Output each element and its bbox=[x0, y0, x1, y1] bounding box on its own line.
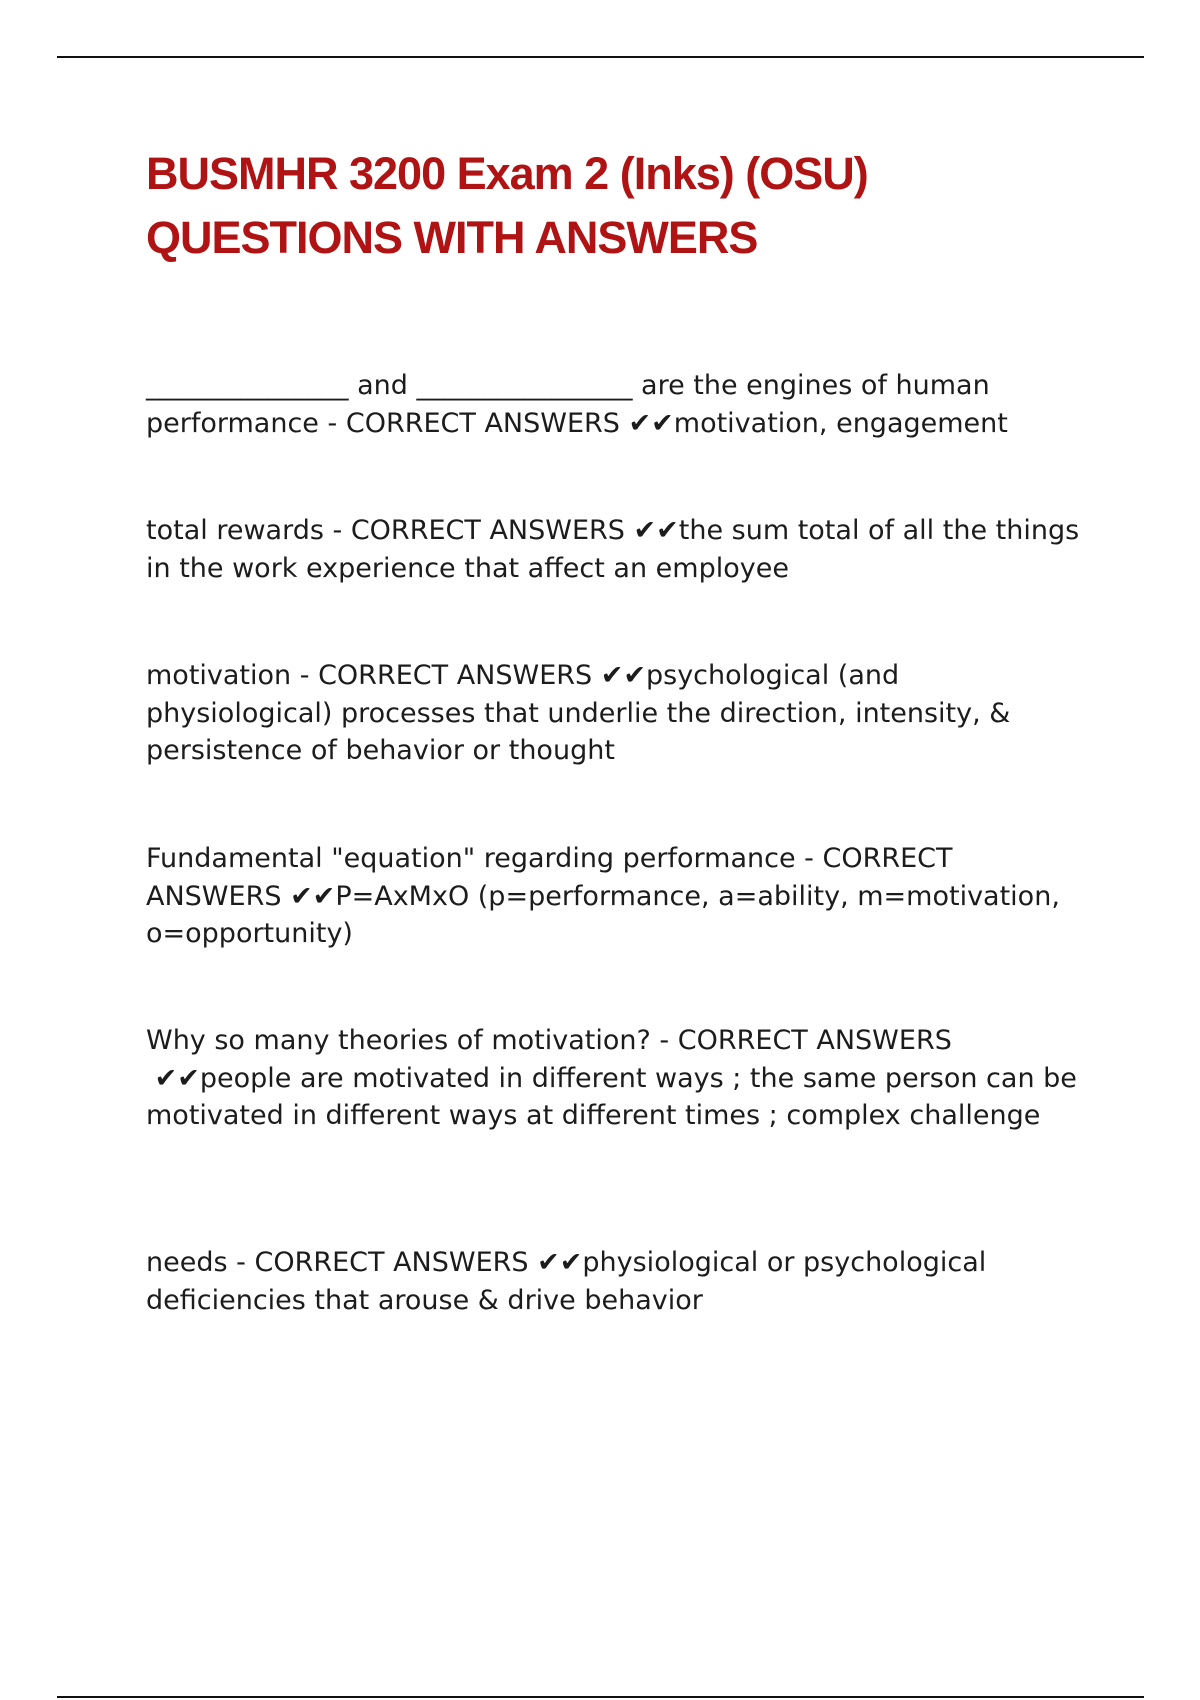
qa-item-2: total rewards - CORRECT ANSWERS ✔✔the sum total of all the things in the work experience that affect an employee bbox=[146, 515, 1080, 584]
document-title bbox=[146, 142, 1106, 270]
check-marks-icon: ✔✔ bbox=[633, 515, 679, 546]
answer-text: the sum total of all the things in the work experience that affect an employee bbox=[146, 515, 1080, 584]
check-marks-icon: ✔✔ bbox=[290, 880, 336, 912]
answer-text: people are motivated in different ways ; the same person can be motivated in different ways at different times ; complex challenge bbox=[146, 1062, 1077, 1131]
answer-label: CORRECT ANSWERS bbox=[318, 660, 593, 691]
answer-label: CORRECT ANSWERS bbox=[677, 1025, 952, 1056]
answer-text: physiological or psychological deficiencies that arouse & drive behavior bbox=[146, 1247, 987, 1316]
question-text: motivation bbox=[146, 660, 292, 691]
answer-label: CORRECT ANSWERS bbox=[345, 407, 620, 439]
header-rule bbox=[57, 56, 1144, 58]
footer-rule bbox=[57, 1696, 1144, 1698]
qa-item-1: _______________ and ________________ are the engines of human performance - CORRECT ANSWERS ✔✔motivation, engagement bbox=[146, 370, 1008, 439]
qa-item-4: Fundamental "equation" regarding performance - CORRECT ANSWERS ✔✔P=AxMxO (p=performance, a=ability, m=motivation, o=opportunity) bbox=[146, 843, 1060, 949]
title-line-2: QUESTIONS WITH ANSWERS bbox=[146, 212, 758, 263]
question-text: Fundamental "equation" regarding performance bbox=[146, 843, 796, 874]
check-marks-icon: ✔✔ bbox=[628, 407, 674, 439]
answer-text: P=AxMxO (p=performance, a=ability, m=motivation, o=opportunity) bbox=[146, 880, 1060, 949]
answer-label: CORRECT ANSWERS bbox=[146, 843, 953, 912]
answer-label: CORRECT ANSWERS bbox=[254, 1247, 529, 1278]
qa-item-3: motivation - CORRECT ANSWERS ✔✔psychological (and physiological) processes that underlie the direction, intensity, & persistence of behavior or thought bbox=[146, 660, 1011, 766]
question-text: needs bbox=[146, 1247, 228, 1278]
qa-item-5: Why so many theories of motivation? - CORRECT ANSWERS ✔✔people are motivated in different ways ; the same person can be motivated in different ways at different times ; complex challenge bbox=[146, 1025, 1077, 1131]
answer-text: psychological (and physiological) processes that underlie the direction, intensity, & persistence of behavior or thought bbox=[146, 660, 1011, 766]
answer-label: CORRECT ANSWERS bbox=[350, 515, 625, 546]
question-text: Why so many theories of motivation? bbox=[146, 1025, 651, 1056]
check-marks-icon: ✔✔ bbox=[154, 1062, 200, 1094]
answer-text: motivation, engagement bbox=[673, 407, 1008, 439]
title-line-1: BUSMHR 3200 Exam 2 (Inks) (OSU) bbox=[146, 148, 868, 199]
check-marks-icon: ✔✔ bbox=[537, 1247, 583, 1278]
check-marks-icon: ✔✔ bbox=[600, 660, 646, 691]
question-text: _______________ and ________________ are the engines of human performance bbox=[146, 370, 990, 439]
question-text: total rewards bbox=[146, 515, 324, 546]
qa-item-6: needs - CORRECT ANSWERS ✔✔physiological or psychological deficiencies that arouse & drive behavior bbox=[146, 1247, 987, 1316]
